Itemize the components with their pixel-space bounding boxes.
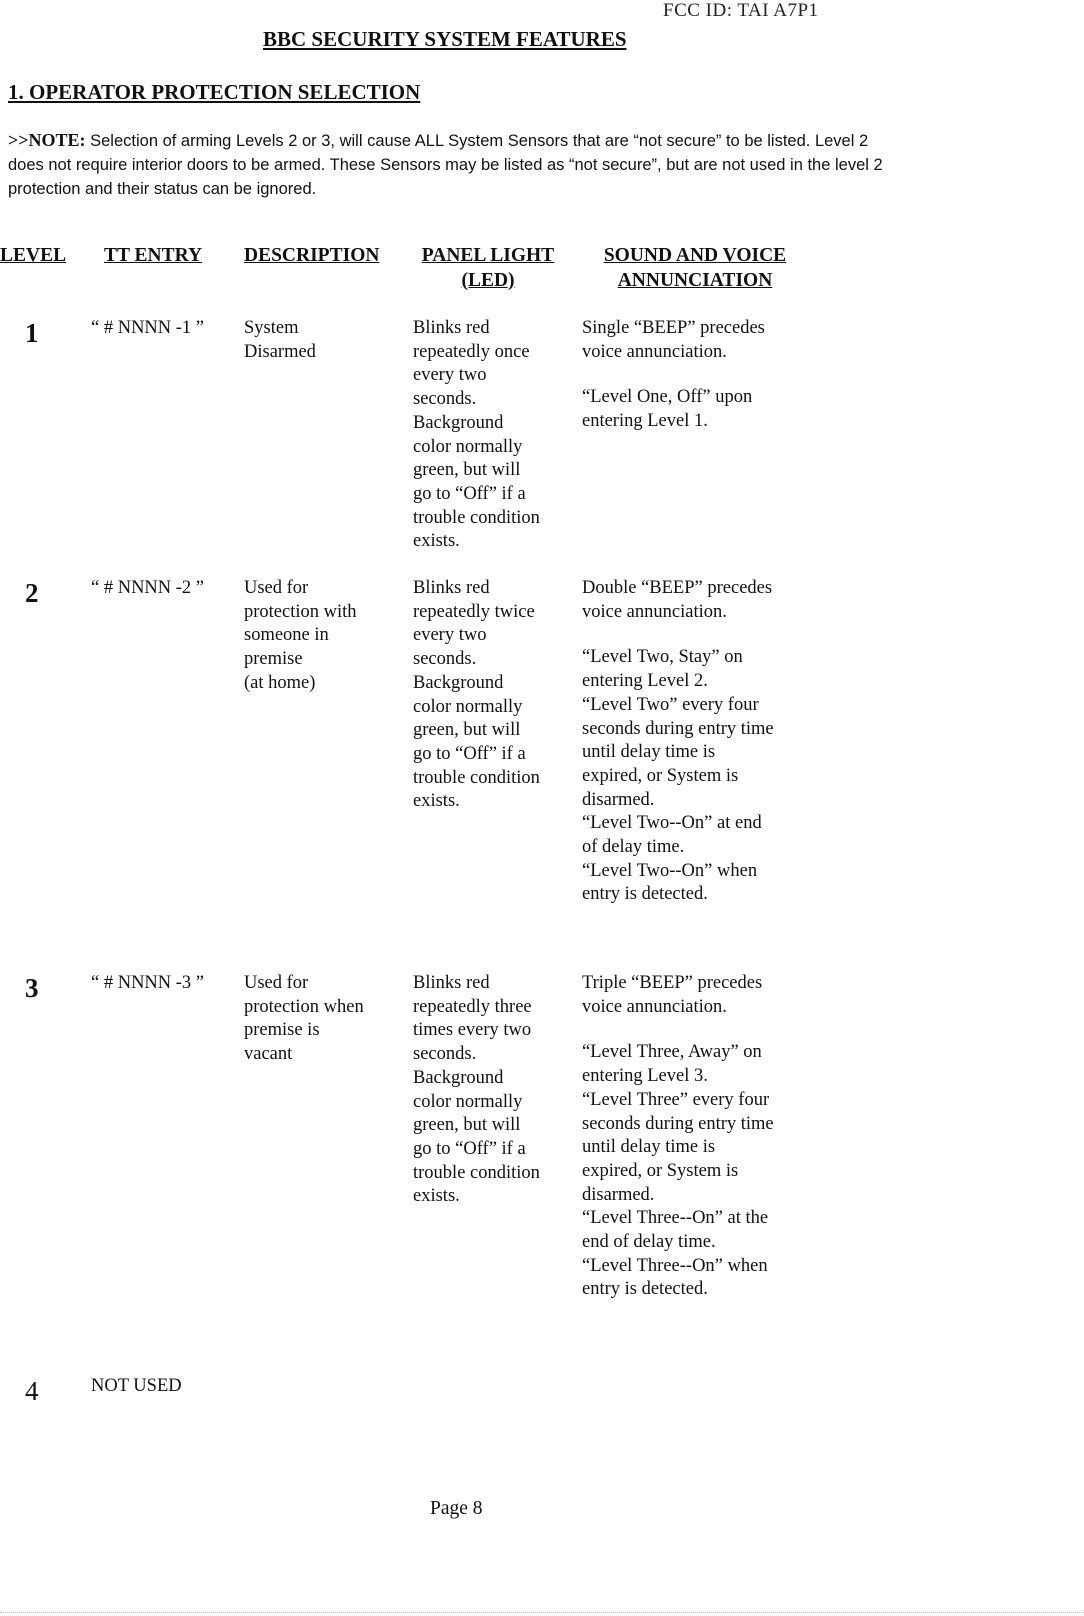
page-number: Page 8	[430, 1498, 483, 1519]
row-level-1: 1	[25, 318, 39, 348]
row-panel-1: Blinks red repeatedly once every two seconds. Background color normally green, but will go to “Off” if a trouble condition exists.	[413, 318, 540, 552]
row-panel-2: Blinks red repeatedly twice every two seconds. Background color normally green, but will go to “Off” if a trouble condition exists.	[413, 578, 540, 812]
section-title: 1. OPERATOR PROTECTION SELECTION	[8, 80, 421, 104]
row-entry-1: “ # NNNN -1 ”	[91, 318, 205, 338]
row-entry-3: “ # NNNN -3 ”	[91, 973, 205, 993]
row-description-3: Used for protection when premise is vacant	[244, 973, 364, 1065]
page-title: BBC SECURITY SYSTEM FEATURES	[263, 27, 627, 51]
header-level: LEVEL	[0, 245, 67, 266]
note-text: Selection of arming Levels 2 or 3, will cause ALL System Sensors that are “not secure” to be listed. Level 2 does not require interior doors to be armed. These Sensors may be listed as “not secure”, but are not used in the level 2 protection and their status can be ignored.	[8, 132, 883, 198]
row-sound-3-a: Triple “BEEP” precedes voice annunciation.	[582, 973, 763, 1017]
row-sound-2	[582, 577, 812, 907]
row-sound-2-a: Double “BEEP” precedes voice annunciation.	[582, 578, 773, 622]
row-entry-2: “ # NNNN -2 ”	[91, 578, 205, 598]
row-level-4: 4	[25, 1376, 39, 1406]
row-sound-1-b: “Level One, Off” upon entering Level 1.	[582, 387, 753, 432]
row-level-2: 2	[25, 578, 39, 608]
header-tt-entry: TT ENTRY	[104, 245, 203, 266]
header-description: DESCRIPTION	[244, 245, 380, 266]
row-sound-3	[582, 972, 812, 1302]
row-sound-1-a: Single “BEEP” precedes voice annunciation.	[582, 318, 765, 362]
row-sound-2-b: “Level Two, Stay” on entering Level 2. “Level Two” every four seconds during entry time until delay time is expired, or System is disarmed. “Level Two--On” at end of delay time. “Level Two--On” when entry is detected.	[582, 647, 774, 905]
row-description-2: Used for protection with someone in premise (at home)	[244, 578, 357, 693]
row-entry-4: NOT USED	[91, 1376, 182, 1396]
header-sound: SOUND AND VOICE ANNUNCIATION	[603, 245, 787, 291]
header-panel-light: PANEL LIGHT (LED)	[421, 245, 555, 291]
note-prefix: >>NOTE:	[8, 130, 86, 150]
row-sound-3-b: “Level Three, Away” on entering Level 3. “Level Three” every four seconds during entry time until delay time is expired, or System is disarmed. “Level Three--On” at the end of delay time. “Level Three--On” when entry is detected.	[582, 1042, 774, 1300]
note-paragraph	[8, 128, 908, 201]
scan-edge-divider	[0, 1610, 1084, 1613]
row-panel-3: Blinks red repeatedly three times every two seconds. Background color normally green, but will go to “Off” if a trouble condition exists.	[413, 973, 540, 1207]
row-sound-1	[582, 317, 812, 434]
row-level-3: 3	[25, 973, 39, 1003]
row-description-1: System Disarmed	[244, 318, 316, 362]
fcc-id: FCC ID: TAI A7P1	[663, 0, 819, 21]
